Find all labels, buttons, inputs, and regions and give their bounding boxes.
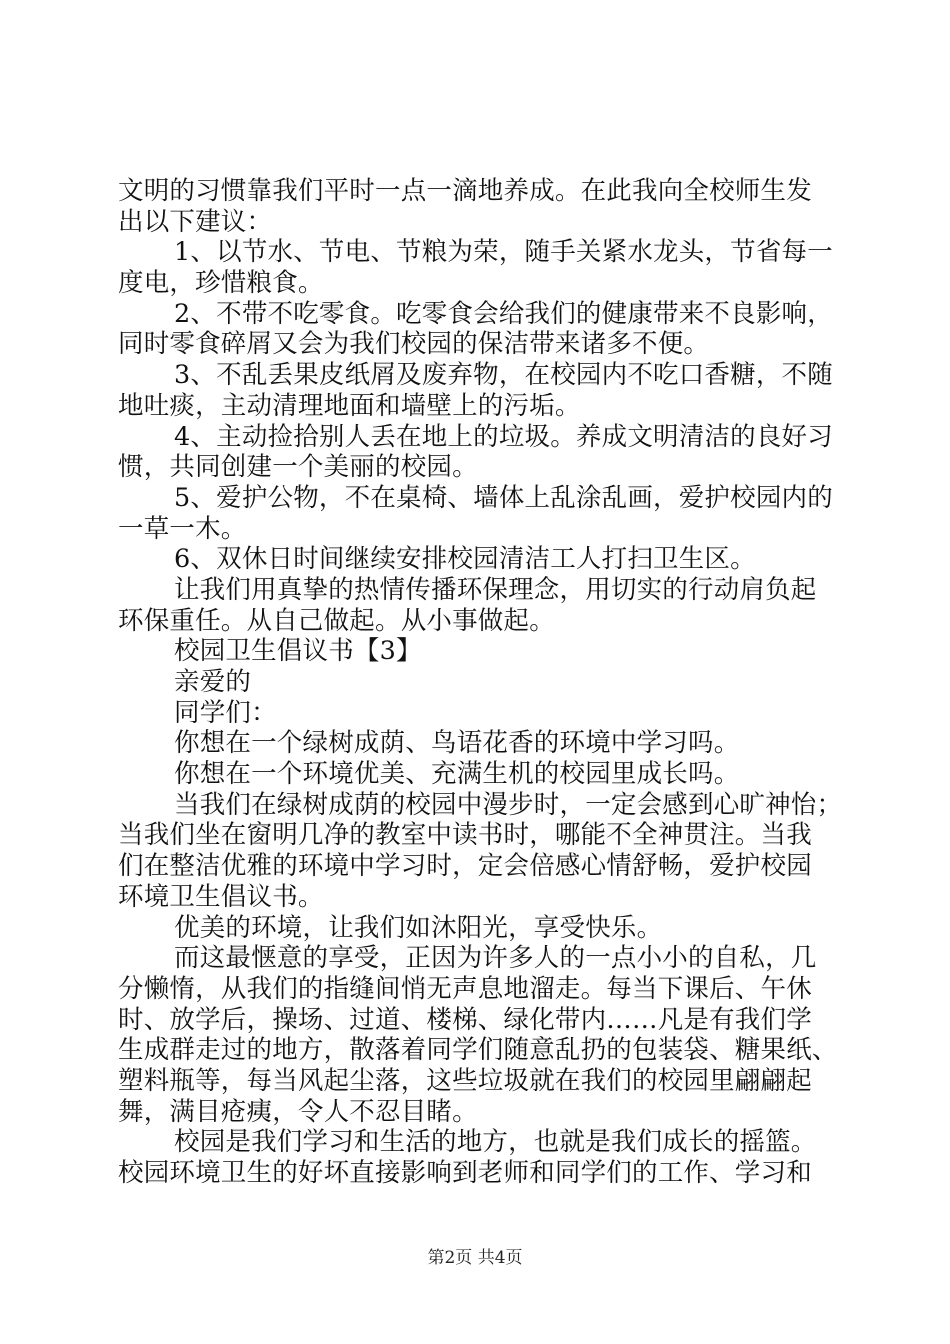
text-line: 校园是我们学习和生活的地方，也就是我们成长的摇篮。	[174, 1127, 817, 1158]
text-line: 3、不乱丢果皮纸屑及废弃物，在校园内不吃口香糖，不随	[174, 360, 833, 391]
text-line: 一草一木。	[118, 513, 247, 544]
text-line: 度电，珍惜粮食。	[118, 268, 324, 299]
text-line: 当我们在绿树成荫的校园中漫步时，一定会感到心旷神怡；	[174, 789, 843, 820]
text-line: 塑料瓶等，每当风起尘落，这些垃圾就在我们的校园里翩翩起	[118, 1065, 812, 1096]
text-line: 同学们：	[174, 697, 277, 728]
text-line: 们在整洁优雅的环境中学习时，定会倍感心情舒畅，爱护校园	[118, 851, 812, 882]
text-line: 6、双休日时间继续安排校园清洁工人打扫卫生区。	[174, 544, 756, 575]
text-line: 惯，共同创建一个美丽的校园。	[118, 452, 478, 483]
text-line: 优美的环境，让我们如沐阳光，享受快乐。	[174, 912, 663, 943]
document-body	[118, 176, 843, 1189]
text-line: 校园环境卫生的好坏直接影响到老师和同学们的工作、学习和	[118, 1158, 812, 1188]
text-line: 生成群走过的地方，散落着同学们随意乱扔的包装袋、糖果纸、	[118, 1035, 838, 1066]
text-line: 1、以节水、节电、节粮为荣，随手关紧水龙头，节省每一	[174, 237, 833, 268]
text-line: 同时零食碎屑又会为我们校园的保洁带来诸多不便。	[118, 329, 710, 360]
page-footer: 第2页 共4页	[427, 1248, 523, 1268]
text-line: 你想在一个绿树成荫、鸟语花香的环境中学习吗。	[174, 728, 740, 759]
text-line: 当我们坐在窗明几净的教室中读书时，哪能不全神贯注。当我	[118, 820, 812, 851]
text-line: 4、主动捡拾别人丢在地上的垃圾。养成文明清洁的良好习	[174, 421, 833, 452]
text-line: 文明的习惯靠我们平时一点一滴地养成。在此我向全校师生发	[118, 176, 812, 206]
text-line: 亲爱的	[174, 667, 252, 697]
text-line: 5、爱护公物，不在桌椅、墙体上乱涂乱画，爱护校园内的	[174, 482, 833, 513]
text-line: 出以下建议：	[118, 206, 273, 237]
text-line: 让我们用真挚的热情传播环保理念，用切实的行动肩负起	[174, 574, 817, 605]
text-line: 地吐痰，主动清理地面和墙壁上的污垢。	[118, 390, 581, 421]
text-line: 时、放学后，操场、过道、楼梯、绿化带内……凡是有我们学	[118, 1004, 812, 1035]
text-line: 校园卫生倡议书【3】	[174, 636, 422, 667]
text-line: 分懒惰，从我们的指缝间悄无声息地溜走。每当下课后、午休	[118, 973, 812, 1004]
text-line: 而这最惬意的享受，正因为许多人的一点小小的自私，几	[174, 943, 817, 974]
text-line: 环境卫生倡议书。	[118, 881, 324, 912]
text-line: 环保重任。从自己做起。从小事做起。	[118, 605, 555, 636]
text-line: 2、不带不吃零食。吃零食会给我们的健康带来不良影响，	[174, 298, 833, 329]
text-line: 你想在一个环境优美、充满生机的校园里成长吗。	[174, 759, 740, 790]
text-line: 舞，满目疮痍，令人不忍目睹。	[118, 1096, 478, 1127]
